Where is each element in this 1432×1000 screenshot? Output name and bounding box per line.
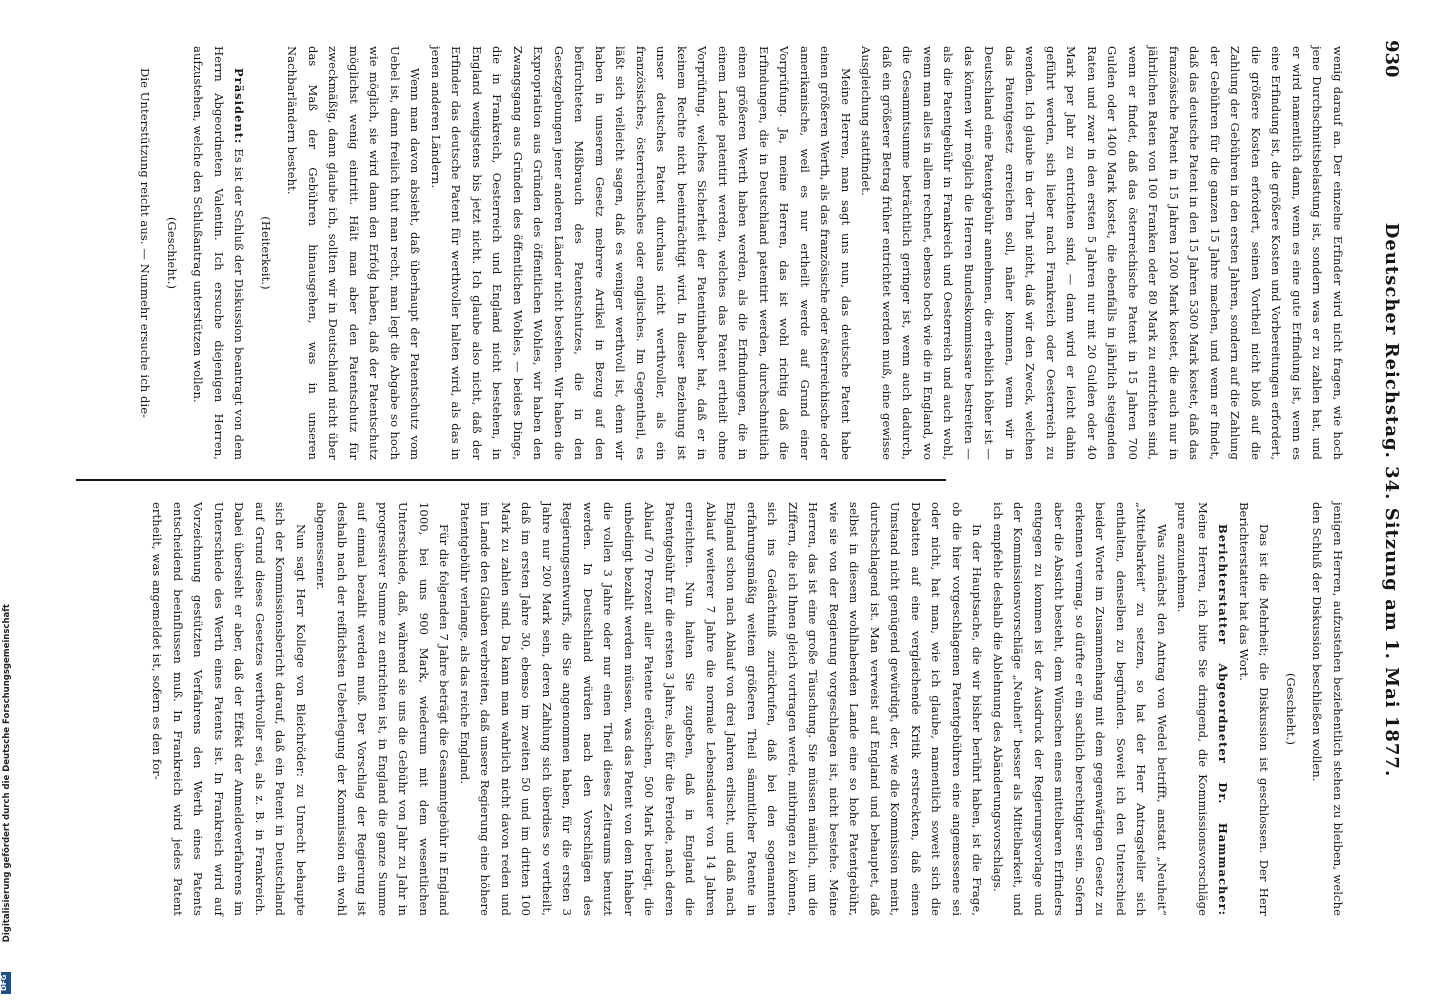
running-title: Deutscher Reichstag. 34. Sitzung am 1. Mai 1877. — [1381, 222, 1402, 778]
page-number: 930 — [1381, 40, 1402, 78]
laughter-note: (Heiterkeit.) — [259, 216, 273, 290]
president-text: Es ist der Schluß der Diskussion beantragt von dem Herrn Abgeordneten Valentin. Ich ersuche diejenigen Herren, aufzustehen, welche den Schlußantrag unterstützen wollen. — [191, 46, 247, 460]
rapporteur-label: Berichterstatter Abgeordneter Dr. Hammacher: — [1216, 524, 1231, 916]
dfg-logo: DFG — [1, 972, 11, 994]
rapporteur-speech — [1172, 502, 1234, 916]
right-column — [147, 502, 1348, 916]
rapporteur-text: Meine Herren, ich bitte Sie dringend, die Kommissionsvorschläge pure anzunehmen. — [1175, 502, 1210, 916]
rotated-newspaper-page — [66, 20, 1426, 980]
left-closing-line: Die Unterstützung reicht aus. — Nunmehr ersuche ich die- — [138, 68, 153, 419]
column-divider — [76, 479, 946, 481]
right-paragraph-2: Das ist die Mehrheit; die Diskussion ist geschlossen. Der Herr Berichterstatter hat das Wort. — [1237, 502, 1272, 916]
credit-text: Digitalisierung gefördert durch die Deutsche Forschungsgemeinschaft — [2, 604, 12, 943]
president-label: Präsident: — [232, 68, 247, 145]
right-paragraph-4: In der Hauptsache, die wir bisher berührt haben, ist die Frage, ob die hier vorgeschlagenen Patentgebühren eine angemessene sei oder nicht, hat man, wie ich glaube, namentlich soweit sich die Debatten auf eine vergleichende Kritik erstreckten, daß einen Umstand nicht genügend gewürdigt, der, wie die Kommission meint, durchschlagend ist. Man verweist auf England und behauptet, daß selbst in diesem wohlhabenden Lande eine so hohe Patentgebühr, wie sie von der Regierung vorgeschlagen ist, nicht bestehe. Meine Herren, das ist eine große Täuschung. Sie müssen nämlich, um die Ziffern, die ich Ihnen gleich vortragen werde, mitbringen zu können, sich ins Gedächtniß zurückrufen, daß bei den sogenannten erfahrungsmäßig weitem größeren Theil sämmtlicher Patente in England schon nach Ablauf von drei Jahren erlischt, und daß nach Ablauf weiterer 7 Jahre die normale Lebensdauer von 14 Jahren erreichten. Nun halten Sie zugeben, daß in England die Patentgebühr für die ersten 3 Jahre, also für die Periode, nach deren Ablauf 70 Prozent aller Patente erlöschen, 500 Mark beträgt, die unbedingt bezahlt werden müssen, was das Patent von dem Inhaber die vollen 3 Jahre oder nur einen Theil dieses Zeitraums benutzt werden. In Deutschland würden nach den Vorschlägen des Regierungsentwurfs, die Sie angenommen haben, für die ersten 3 Jahre nur 200 Mark sein, deren Zahlung sich überdies so vertheilt, daß im ersten Jahre 30, ebenso im zweiten 50 und im dritten 100 Mark zu zahlen sind. Da kann man wahrlich nicht davon reden und im Lande den Glauben verbreiten, daß unsere Regierung eine höhere Patentgebühr verlange, als das reiche England. — [458, 502, 985, 916]
left-paragraph-3: Wenn man davon absieht, daß überhaupt der Patentschutz vom Uebel ist, dann freilich thut man recht, man legt die Abgabe so hoch wie möglich, sie wird dann den Erfolg haben, daß der Patentschutz möglichst wenig eintritt. Hält man aber den Patentschutz für zweckmäßig, dann glaube ich, sollten wir in Deutschland nicht über das Maß der Gebühren hinausgehen, was in unseren Nachbarländern besteht. — [285, 46, 423, 460]
president-speech — [188, 46, 250, 460]
event-note: (Geschieht.) — [165, 216, 179, 290]
digitization-credit — [2, 604, 12, 990]
left-paragraph-1: wenig darauf an. Der einzelne Erfinder wird nicht fragen, wie hoch jene Durchschnittsbelastung ist, sondern was er zu zahlen hat, und er wird namentlich dann, wenn es eine gute Erfindung ist, wenn es eine Erfindung ist, die größere Kosten und Vorbereitungen erfordert, die größere Kosten erfordert, seinen Vortheil nicht bloß auf die Zahlung der Gebühren in den ersten Jahren, sondern auf die Zahlung der Gebühren für die ganzen 15 Jahre machen, und wenn er findet, daß das deutsche Patent in den 15 Jahren 5300 Mark kostet, daß das französische Patent in 15 Jahren 1200 Mark kostet, die auch nur in jährlichen Raten von 100 Franken oder 80 Mark zu entrichten sind, wenn er findet, daß das österreichische Patent in 15 Jahren 700 Gulden oder 1400 Mark kostet, die ebenfalls in jährlich steigenden Raten und zwar in den ersten 5 Jahren nur mit 20 Gulden oder 40 Mark per Jahr zu entrichten sind, — dann wird er leicht dahin geführt werden, sich lieber nach Frankreich oder Oesterreich zu wenden. Ich glaube in der That nicht, daß wir den Zweck, welchen das Patentgesetz erreichen soll, näher kommen, wenn wir in Deutschland eine Patentgebühr annehmen, die erheblich höher ist — das können wir möglich die Herren Bundeskommissare bestreiten — als die Patentgebühr in Frankreich und Oesterreich und auch wohl, wenn man alles in allem rechnet, ebenso hoch wie die in England, wo die Gesammtsumme beträchtlich geringer ist, wenn auch dadurch, daß ein größerer Betrag früher entrichtet werden muß, eine gewisse Ausgleichung stattfindet. — [859, 46, 1345, 460]
right-paragraph-5: Für die folgenden 7 Jahre beträgt die Gesammtgebühr in England 1000, bei uns 900 Mark, wiederum mit dem wesentlichen Unterschiede, daß, während sie uns die Gebühr von Jahr zu Jahr in progressiver Summe zu entrichten ist, in England die ganze Summe auf einmal bezahlt werden muß. Der Vorschlag der Regierung ist deshalb nach der reiflichsten Ueberlegung der Kommission ein wohl abgemessener. — [314, 502, 452, 916]
right-event-note: (Geschieht.) — [1284, 672, 1298, 746]
left-column — [135, 46, 1348, 460]
right-paragraph-6: Nun sagt Herr Kollege von Bleichröder: zu Unrecht behaupte sich der Kommissionsbericht darauf, daß ein Patent in Deutschland auf Grund dieses Gesetzes werthvoller sei, als z. B. in Frankreich. Dabei übersieht er aber, daß der Effekt der Anmeldeverfahrens im Unterschiede des Werth eines Patents ist. In Frankreich wird auf Vorzeichnung gestützten Verfahrens den Werth eines Patents entscheidend beeinflussen muß. In Frankreich wird jedes Patent ertheilt, was angemeldet ist, sofern es den for- — [150, 502, 308, 916]
right-paragraph-1: jenigen Herren, aufzustehen beziehentlich stehen zu bleiben, welche den Schluß der Diskussion beschließen wollen. — [1310, 502, 1345, 916]
left-paragraph-2: Meine Herren, man sagt uns nun, das deutsche Patent habe einen größeren Werth, als das französische oder österreichische oder amerikanische, weil es nur ertheilt werde auf Grund einer Vorprüfung. Ja, meine Herren, das ist wohl richtig daß die Erfindungen, die in Deutschland patentirt werden, durchschnittlich einen größeren Werth haben werden, als die Erfindungen, die in einem Lande patentirt werden, welches das Patent ertheilt ohne Vorprüfung, welches Sicherheit der Patentinhaber hat, daß er in keinem Rechte nicht beeinträchtigt wird. In dieser Beziehung ist unser deutsches Patent durchaus nicht werthvoller, als ein französisches, österreichisches oder englisches. Im Gegentheil, es läßt sich vielleicht sagen, daß es weniger werthvoll ist, denn wir haben in unserem Gesetz mehrere Artikel in Bezug auf den befürchteten Mißbrauch des Patentschutzes, die in den Gesetzgebungen jener anderen Länder nicht bestehen. Wir haben die Expropriation aus Gründen des öffentlichen Wohles, wir haben den Zwangsgang aus Gründen des öffentlichen Wohles, — beides Dinge, die in Frankreich, Oesterreich und England nicht bestehen, in England wenigstens bis jetzt nicht. Ich glaube also nicht, daß der Erfinder das deutsche Patent für werthvoller halten wird, als das in jenen anderen Ländern. — [429, 46, 853, 460]
right-paragraph-3: Was zunächst den Antrag von Wedel betrifft, anstatt „Neuheit“ „Mittelbarkeit“ zu setzen, so hat der Herr Antragsteller sich enthalten, denselben zu begründen. Soweit ich den Unterschied beider Worte im Zusammenhang mit dem gegenwärtigen Gesetz zu erkennen vermag, so dürfte er ein sachlich berechtigter sein. Sofern aber die Absicht besteht, dem Wünschen eines mittelbaren Erfinders entgegen zu kommen ist der Ausdruck der Regierungsvorlage und der Kommissionsvorschläge „Neuheit“ besser als Mittelbarkeit, und ich empfehle deshalb die Ablehnung des Abänderungsvorschlags. — [991, 502, 1169, 916]
page-header — [1376, 40, 1406, 960]
